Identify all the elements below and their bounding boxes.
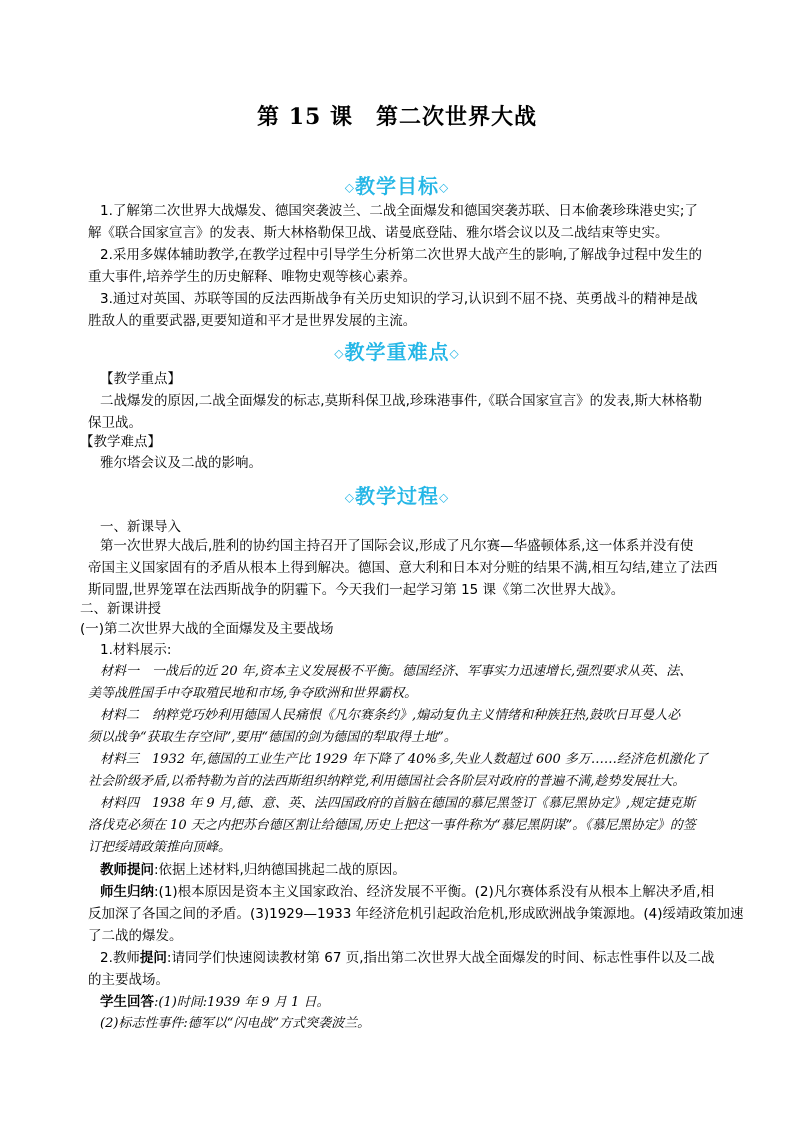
diamond-icon: ◇ (439, 490, 450, 505)
goal-3-line-b: 胜敌人的重要武器,更要知道和平才是世界发展的主流。 (88, 313, 417, 329)
focus-line-a: 二战爆发的原因,二战全面爆发的标志,莫斯科保卫战,珍珠港事件,《联合国家宣言》的发表,斯大林格勒 (100, 393, 702, 409)
goal-2-line-b: 重大事件,培养学生的历史解释、唯物史观等核心素养。 (88, 269, 417, 285)
diamond-icon: ◇ (344, 180, 355, 195)
material-4-line-a: 材料四 1938 年 9 月,德、意、英、法四国政府的首脑在德国的慕尼黑签订《慕尼黑协定》,规定捷克斯 (100, 796, 696, 811)
intro-line-c: 斯同盟,世界笼罩在法西斯战争的阴霾下。今天我们一起学习第 15 课《第二次世界大战》。 (88, 582, 625, 598)
summary-line-b: 反加深了各国之间的矛盾。(3)1929—1933 年经济危机引起政治危机,形成欧洲战争策源地。(4)绥靖政策加速 (88, 906, 744, 922)
section-heading-keypoints: ◇教学重难点◇ (334, 340, 460, 364)
intro-line-b: 帝国主义国家固有的矛盾从根本上得到解决。德国、意大利和日本对分赃的结果不满,相互勾结,建立了法西 (88, 560, 718, 576)
teacher-question-2-line-b: 的主要战场。 (88, 972, 169, 988)
focus-heading: 【教学重点】 (100, 371, 181, 387)
material-1-line-a: 材料一 一战后的近 20 年,资本主义发展极不平衡。德国经济、军事实力迅速增长,强烈要求从英、法、 (100, 664, 693, 679)
subsection-heading: (一)第二次世界大战的全面爆发及主要战场 (80, 621, 334, 637)
answer-label: 学生回答 (100, 994, 154, 1010)
part-2-heading: 二、新课讲授 (80, 601, 161, 617)
goal-3-line-a: 3.通过对英国、苏联等国的反法西斯战争有关历史知识的学习,认识到不屈不挠、英勇战斗的精神是战 (100, 291, 698, 307)
goal-1-line-a: 1.了解第二次世界大战爆发、德国突袭波兰、二战全面爆发和德国突袭苏联、日本偷袭珍珠港史实;了 (100, 203, 698, 219)
section-heading-goals: ◇教学目标◇ (344, 174, 450, 198)
summary-line-c: 了二战的爆发。 (88, 928, 183, 944)
material-3-line-b: 社会阶级矛盾,以希特勒为首的法西斯组织纳粹党,利用德国社会各阶层对政府的普遍不满,趁势发展壮大。 (88, 774, 686, 789)
question-label: 提问 (139, 950, 167, 966)
difficulty-heading: 【教学难点】 (80, 434, 161, 450)
question-label: 教师提问 (100, 862, 154, 878)
material-2-line-b: 须以战争“获取生存空间”,要用“德国的剑为德国的犁取得土地”。 (88, 730, 457, 745)
teacher-question-2-line-a: 2.教师提问:请同学们快速阅读教材第 67 页,指出第二次世界大战全面爆发的时间、标志性事件以及二战 (100, 950, 715, 966)
diamond-icon: ◇ (344, 490, 355, 505)
material-2-line-a: 材料二 纳粹党巧妙利用德国人民痛恨《凡尔赛条约》,煽动复仇主义情绪和种族狂热,鼓吹日耳曼人必 (100, 708, 681, 723)
section-heading-process: ◇教学过程◇ (344, 484, 450, 508)
diamond-icon: ◇ (449, 346, 460, 361)
diamond-icon: ◇ (439, 180, 450, 195)
material-3-line-a: 材料三 1932 年,德国的工业生产比 1929 年下降了 40%多,失业人数超过 600 多万……经济危机激化了 (100, 752, 708, 767)
summary-line-a: 师生归纳:(1)根本原因是资本主义国家政治、经济发展不平衡。(2)凡尔赛体系没有从根本上解决矛盾,相 (100, 884, 715, 900)
focus-line-b: 保卫战。 (88, 415, 142, 431)
student-answer-line-a: 学生回答:(1)时间:1939 年 9 月 1 日。 (100, 994, 330, 1010)
goal-2-line-a: 2.采用多媒体辅助教学,在教学过程中引导学生分析第二次世界大战产生的影响,了解战争过程中发生的 (100, 247, 702, 263)
intro-line-a: 第一次世界大战后,胜利的协约国主持召开了国际会议,形成了凡尔赛—华盛顿体系,这一体系并没有使 (100, 538, 694, 554)
student-answer-line-b: (2)标志性事件:德军以“闪电战”方式突袭波兰。 (100, 1016, 371, 1031)
material-4-line-c: 订把绥靖政策推向顶峰。 (88, 840, 232, 855)
part-1-heading: 一、新课导入 (100, 519, 181, 535)
diamond-icon: ◇ (334, 346, 345, 361)
teacher-question-1: 教师提问:依据上述材料,归纳德国挑起二战的原因。 (100, 862, 406, 878)
material-4-line-b: 洛伐克必须在 10 天之内把苏台德区割让给德国,历史上把这一事件称为“慕尼黑阴谋”。《慕尼黑协定》的签 (88, 818, 696, 833)
material-1-line-b: 美等战胜国手中夺取殖民地和市场,争夺欧洲和世界霸权。 (88, 686, 418, 701)
material-show-label: 1.材料展示: (100, 642, 172, 658)
goal-1-line-b: 解《联合国家宣言》的发表、斯大林格勒保卫战、诺曼底登陆、雅尔塔会议以及二战结束等史实。 (88, 225, 669, 241)
lesson-title: 第 15 课 第二次世界大战 (257, 104, 537, 130)
summary-label: 师生归纳 (100, 884, 154, 900)
difficulty-line: 雅尔塔会议及二战的影响。 (100, 455, 262, 471)
